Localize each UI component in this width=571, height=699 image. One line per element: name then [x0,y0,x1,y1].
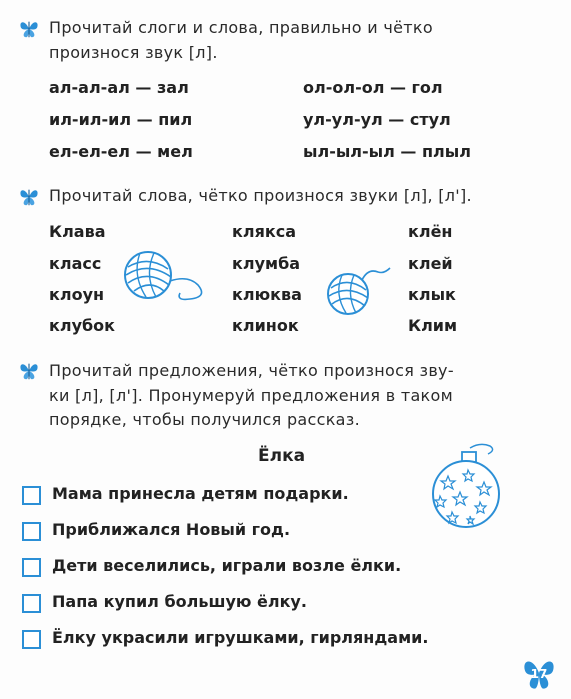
word-col1: клоун [49,285,105,304]
sentence-text: Приближался Новый год. [52,520,291,539]
butterfly-icon [18,18,40,40]
syllable-row-left: ил-ил-ил — пил [49,110,193,129]
page-number: 17 [530,667,548,681]
sentence-text: Мама принесла детям подарки. [52,484,349,503]
syllable-row-right: ул-ул-ул — стул [303,110,451,129]
section3-instruction-line1: Прочитай предложения, чётко произнося зву- [49,361,454,380]
section1-instruction-line1: Прочитай слоги и слова, правильно и чётко [49,18,433,37]
word-col1: класс [49,254,102,273]
sentence-text: Папа купил большую ёлку. [52,592,307,611]
word-col3: Клим [408,316,458,335]
yarn-ball-icon [322,262,392,318]
word-col3: клей [408,254,453,273]
word-col1: Клава [49,222,106,241]
christmas-ornament-icon [418,440,510,530]
order-checkbox[interactable] [22,594,41,613]
syllable-row-left: ел-ел-ел — мел [49,142,193,161]
butterfly-icon [18,360,40,382]
word-col2: клякса [232,222,296,241]
syllable-row-right: ол-ол-ол — гол [303,78,443,97]
order-checkbox[interactable] [22,486,41,505]
word-col1: клубок [49,316,116,335]
word-col2: клюква [232,285,302,304]
syllable-row-left: ал-ал-ал — зал [49,78,189,97]
yarn-ball-icon [118,245,218,307]
word-col3: клён [408,222,453,241]
word-col2: клумба [232,254,301,273]
order-checkbox[interactable] [22,522,41,541]
section2-instruction: Прочитай слова, чётко произнося звуки [л], [л']. [49,186,472,205]
order-checkbox[interactable] [22,558,41,577]
sentence-text: Ёлку украсили игрушками, гирляндами. [52,628,429,647]
section3-instruction-line3: порядке, чтобы получился рассказ. [49,410,360,429]
order-checkbox[interactable] [22,630,41,649]
story-title: Ёлка [258,446,306,466]
section1-instruction-line2: произнося звук [л]. [49,43,218,62]
butterfly-icon [18,186,40,208]
word-col3: клык [408,285,456,304]
sentence-text: Дети веселились, играли возле ёлки. [52,556,402,575]
syllable-row-right: ыл-ыл-ыл — плыл [303,142,471,161]
section3-instruction-line2: ки [л], [л']. Пронумеруй предложения в таком [49,386,453,405]
word-col2: клинок [232,316,299,335]
